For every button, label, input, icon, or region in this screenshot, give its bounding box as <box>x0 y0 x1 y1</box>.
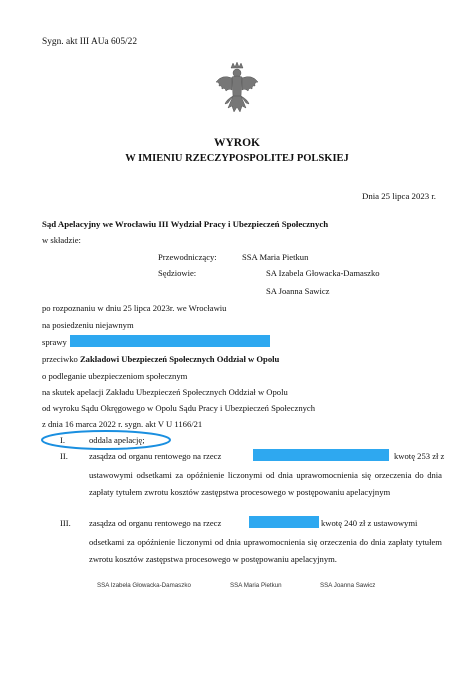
case-number: Sygn. akt III AUa 605/22 <box>42 37 138 47</box>
judge-2-name: SA Joanna Sawicz <box>266 286 330 296</box>
defendant-name: Zakładowi Ubezpieczeń Społecznych Oddział w Opolu <box>79 354 280 364</box>
body-line-7: od wyroku Sądu Okręgowego w Opolu Sądu Pracy i Ubezpieczeń Społecznych <box>42 403 316 413</box>
signature-3: SSA Joanna Sawicz <box>320 582 376 589</box>
ruling-3-rest: odsetkami za opóźnienie liczonymi od dnia uprawomocnienia się orzeczenia do dnia zapłaty tytułem zwrotu kosztów zastępstwa procesowego w postępowaniu apelacyjnym. <box>89 537 442 564</box>
judge-1-name: SA Izabela Głowacka-Damaszko <box>266 268 380 278</box>
ruling-2-rest: ustawowymi odsetkami za opóźnienie liczonymi od dnia uprawomocnienia się orzeczenia do dnia zapłaty tytułem zwrotu kosztów zastępstwa procesowego w postępowaniu apelacyjnym <box>89 470 442 497</box>
body-line-8: z dnia 16 marca 2022 r. sygn. akt V U 1166/21 <box>42 419 203 429</box>
chair-name: SSA Maria Pietkun <box>242 252 309 262</box>
ruling-2-number: II. <box>60 451 68 461</box>
signature-2: SSA Maria Pietkun <box>230 582 282 589</box>
verdict-title: WYROK <box>214 137 260 149</box>
redaction-block <box>249 516 319 528</box>
against-prefix: przeciwko <box>42 354 80 364</box>
ruling-1-text: oddala apelację; <box>89 435 145 445</box>
chair-label: Przewodniczący: <box>158 252 217 262</box>
court-name: Sąd Apelacyjny we Wrocławiu III Wydział Pracy i Ubezpieczeń Społecznych <box>42 219 329 229</box>
ruling-3-start: zasądza od organu rentowego na rzecz <box>89 518 222 528</box>
redaction-block <box>253 449 389 461</box>
body-line-6: na skutek apelacji Zakładu Ubezpieczeń Społecznych Oddział w Opolu <box>42 387 288 397</box>
body-line-4 <box>42 354 279 365</box>
body-line-3: sprawy <box>42 337 67 347</box>
body-line-1: po rozpoznaniu w dniu 25 lipca 2023r. we Wrocławiu <box>42 303 227 313</box>
ruling-2-start: zasądza od organu rentowego na rzecz <box>89 451 222 461</box>
judges-label: Sędziowie: <box>158 268 197 278</box>
signature-1: SSA Izabela Głowacka-Damaszko <box>97 582 191 589</box>
date-line: Dnia 25 lipca 2023 r. <box>361 191 436 201</box>
polish-eagle-emblem-icon <box>214 62 260 120</box>
body-line-5: o podleganie ubezpieczeniom społecznym <box>42 371 188 381</box>
composition-intro: w składzie: <box>42 235 81 245</box>
ruling-3-number: III. <box>60 518 71 528</box>
ruling-2-mid: kwotę 253 zł z <box>394 451 445 461</box>
ruling-1-number: I. <box>60 435 66 445</box>
body-line-2: na posiedzeniu niejawnym <box>42 320 134 330</box>
ruling-3-mid: kwotę 240 zł z ustawowymi <box>321 518 418 528</box>
redaction-block <box>70 335 270 347</box>
verdict-subtitle: W IMIENIU RZECZYPOSPOLITEJ POLSKIEJ <box>125 153 349 164</box>
